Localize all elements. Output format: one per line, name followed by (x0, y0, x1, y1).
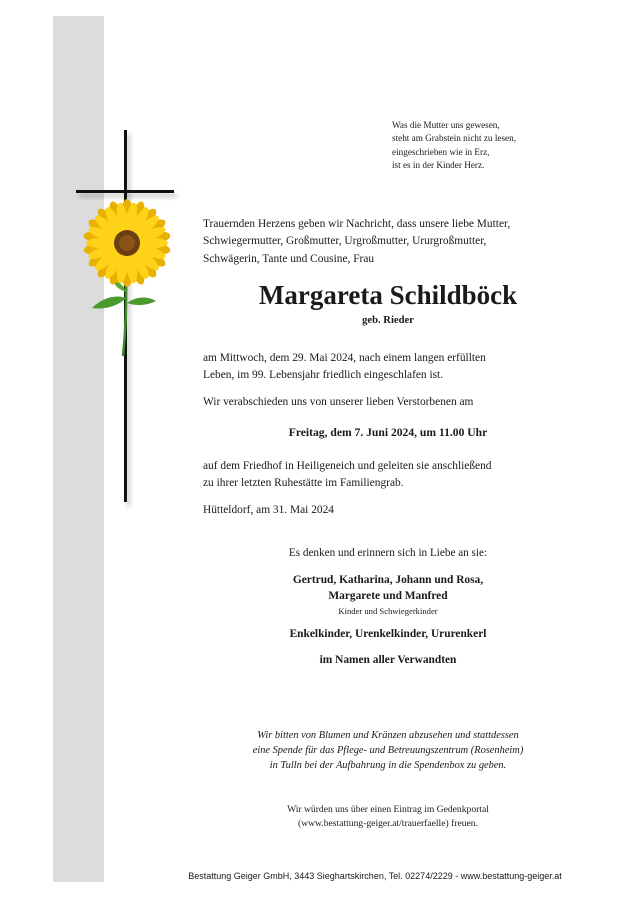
poem-line: ist es in der Kinder Herz. (392, 160, 485, 171)
funeral-date: Freitag, dem 7. Juni 2024, um 11.00 Uhr (288, 426, 488, 439)
children-names-line2: Margarete und Manfred (328, 590, 448, 602)
funeral-location (203, 458, 573, 492)
place-date: Hütteldorf, am 31. Mai 2024 (203, 504, 334, 516)
grandchildren-line: Enkelkinder, Urenkelkinder, Ururenkerl (289, 628, 487, 640)
location-line: auf dem Friedhof in Heiligeneich und geleiten sie anschließend (203, 460, 492, 472)
request-line: in Tulln bei der Aufbahrung in die Spendenbox zu geben. (269, 760, 507, 771)
death-notice (203, 350, 573, 384)
memorial-poem (392, 119, 612, 173)
intro-line: Schwägerin, Tante und Cousine, Frau (203, 252, 375, 265)
death-notice-line: am Mittwoch, dem 29. Mai 2024, nach einem langen erfüllten (203, 352, 486, 364)
relatives-line: im Namen aller Verwandten (319, 654, 457, 666)
portal-line: Wir würden uns über einen Eintrag im Gedenkportal (287, 804, 489, 815)
mourners-intro: Es denken und erinnern sich in Liebe an sie: (288, 547, 488, 559)
location-line: zu ihrer letzten Ruhestätte im Familiengrab. (203, 477, 404, 489)
sunflower-icon (80, 198, 180, 358)
children-names-line1: Gertrud, Katharina, Johann und Rosa, (292, 574, 484, 586)
intro-line: Schwiegermutter, Großmutter, Urgroßmutter, Ururgroßmutter, (203, 235, 487, 248)
request-line: Wir bitten von Blumen und Kränzen abzusehen und stattdessen (257, 730, 519, 741)
birth-name: geb. Rieder (362, 315, 414, 326)
poem-line: eingeschrieben wie in Erz, (392, 146, 490, 157)
cross-horizontal-beam (76, 190, 174, 193)
poem-line: Was die Mutter uns gewesen, (392, 120, 500, 130)
announcement-intro (203, 216, 573, 268)
footer-contact: Bestattung Geiger GmbH, 3443 Sieghartskirchen, Tel. 02274/2229 - www.bestattung-geiger.at (188, 871, 562, 881)
poem-line: steht am Grabstein nicht zu lesen, (392, 133, 516, 144)
children-caption: Kinder und Schwiegerkinder (338, 606, 438, 616)
request-line: eine Spende für das Pflege- und Betreuungszentrum (Rosenheim) (252, 745, 524, 756)
death-notice-line: Leben, im 99. Lebensjahr friedlich eingeschlafen ist. (203, 369, 444, 381)
portal-line: (www.bestattung-geiger.at/trauerfaelle) freuen. (298, 818, 478, 829)
farewell-intro: Wir verabschieden uns von unserer lieben Verstorbenen am (203, 396, 474, 408)
intro-line: Trauernden Herzens geben wir Nachricht, dass unsere liebe Mutter, (203, 218, 511, 230)
deceased-name: Margareta Schildböck (258, 280, 518, 310)
